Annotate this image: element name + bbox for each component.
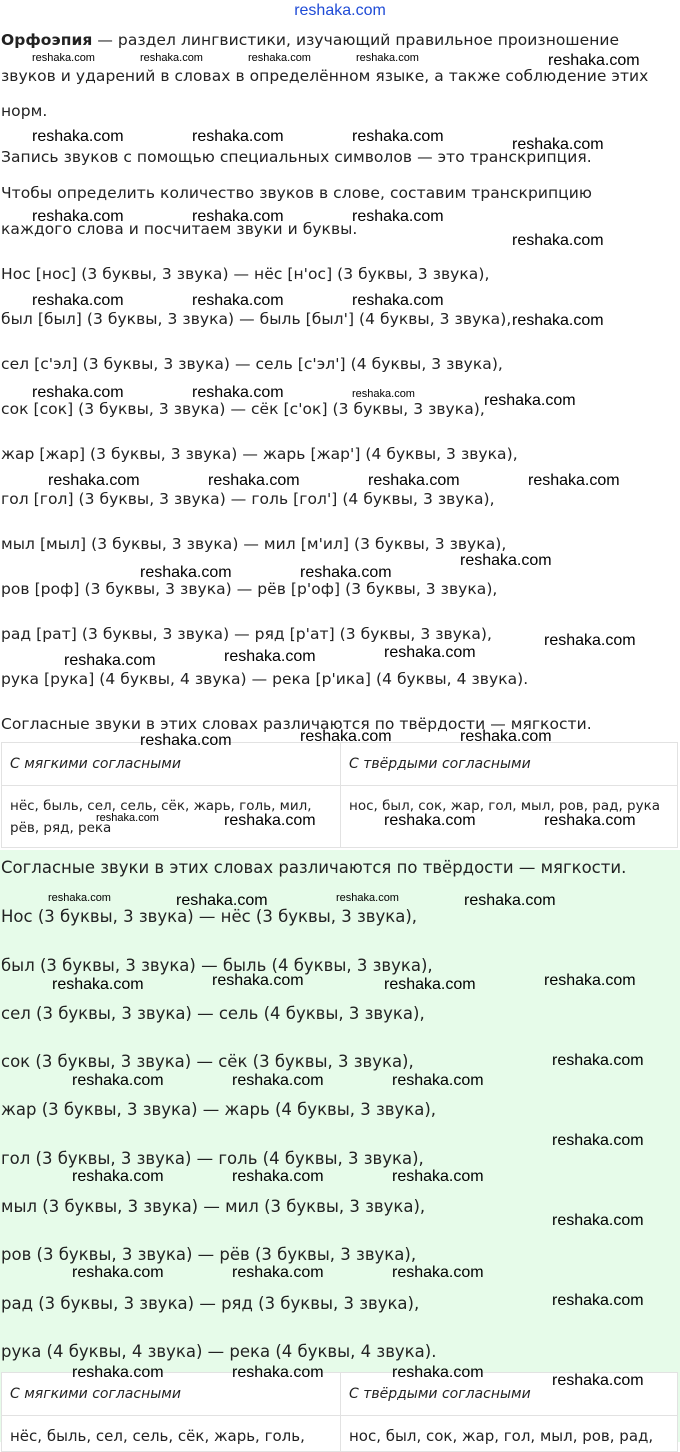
watermark: reshaka.com: [32, 208, 124, 225]
watermark: reshaka.com: [192, 208, 284, 225]
transcription-line: жар [жар] (3 буквы, 3 звука) — жарь [жар'] (4 буквы, 3 звука),: [1, 445, 518, 463]
transcription-line: был [был] (3 буквы, 3 звука) — быль [был'] (4 буквы, 3 звука),: [1, 310, 512, 328]
watermark: reshaka.com: [548, 52, 640, 69]
watermark: reshaka.com: [352, 388, 415, 400]
transcription-line: Нос [нос] (3 буквы, 3 звука) — нёс [н'ос] (3 буквы, 3 звука),: [1, 265, 490, 283]
watermark: reshaka.com: [48, 472, 140, 489]
watermark: reshaka.com: [32, 128, 124, 145]
header-soft: С мягкими согласными: [10, 756, 181, 772]
watermark: reshaka.com: [512, 232, 604, 249]
intro-definition: — раздел лингвистики, изучающий правильное произношение: [92, 31, 620, 49]
answer-line: рука (4 буквы, 4 звука) — река (4 буквы, 4 звука).: [1, 1342, 437, 1361]
watermark: reshaka.com: [232, 1264, 324, 1281]
watermark: reshaka.com: [140, 564, 232, 581]
watermark: reshaka.com: [72, 1072, 164, 1089]
answer-line: был (3 буквы, 3 звука) — быль (4 буквы, 3 звука),: [1, 956, 433, 975]
watermark: reshaka.com: [224, 812, 316, 829]
watermark: reshaka.com: [232, 1072, 324, 1089]
watermark: reshaka.com: [224, 648, 316, 665]
transcription-line: рад [рат] (3 буквы, 3 звука) — ряд [р'ат] (3 буквы, 3 звука),: [1, 625, 492, 643]
watermark: reshaka.com: [552, 1292, 644, 1309]
watermark: reshaka.com: [140, 52, 203, 64]
watermark: reshaka.com: [192, 384, 284, 401]
watermark: reshaka.com: [140, 732, 232, 749]
watermark: reshaka.com: [176, 892, 268, 909]
answer-cell-soft-line-1: нёс, быль, сел, сель, сёк, жарь, голь,: [10, 1427, 305, 1445]
watermark: reshaka.com: [248, 52, 311, 64]
answer-cell-soft: [2, 1415, 340, 1447]
intro-line-2: звуков и ударений в словах в определённом языке, а также соблюдение этих: [1, 67, 649, 85]
answer-cell-hard: [341, 1415, 678, 1447]
watermark: reshaka.com: [352, 208, 444, 225]
watermark: reshaka.com: [384, 812, 476, 829]
answer-line: сок (3 буквы, 3 звука) — сёк (3 буквы, 3 звука),: [1, 1052, 414, 1071]
answer-line: Нос (3 буквы, 3 звука) — нёс (3 буквы, 3 звука),: [1, 907, 418, 926]
watermark: reshaka.com: [232, 1168, 324, 1185]
answer-line: сел (3 буквы, 3 звука) — сель (4 буквы, 3 звука),: [1, 1004, 425, 1023]
consonants-table: [1, 742, 678, 848]
watermark: reshaka.com: [512, 312, 604, 329]
site-link[interactable]: reshaka.com: [294, 2, 386, 19]
site-header[interactable]: [0, 0, 680, 26]
count-paragraph-line-1: Чтобы определить количество звуков в слове, составим транскрипцию: [1, 184, 592, 202]
transcription-paragraph: Запись звуков с помощью специальных символов — это транскрипция.: [1, 148, 592, 166]
watermark: reshaka.com: [384, 644, 476, 661]
watermark: reshaka.com: [464, 892, 556, 909]
consonants-note: Согласные звуки в этих словах различаются по твёрдости — мягкости.: [1, 715, 592, 733]
answer-line: мыл (3 буквы, 3 звука) — мил (3 буквы, 3 звука),: [1, 1197, 426, 1216]
watermark: reshaka.com: [512, 136, 604, 153]
watermark: reshaka.com: [528, 472, 620, 489]
watermark: reshaka.com: [352, 128, 444, 145]
watermark: reshaka.com: [352, 292, 444, 309]
intro-line-3: норм.: [1, 102, 48, 120]
watermark: reshaka.com: [552, 1052, 644, 1069]
watermark: reshaka.com: [552, 1132, 644, 1149]
watermark: reshaka.com: [544, 632, 636, 649]
watermark: reshaka.com: [52, 976, 144, 993]
transcription-line: сел [с'эл] (3 буквы, 3 звука) — сель [с'эл'] (4 буквы, 3 звука),: [1, 355, 503, 373]
transcription-line: мыл [мыл] (3 буквы, 3 звука) — мил [м'ил] (3 буквы, 3 звука),: [1, 535, 507, 553]
transcription-line: сок [сок] (3 буквы, 3 звука) — сёк [с'ок] (3 буквы, 3 звука),: [1, 400, 485, 418]
watermark: reshaka.com: [72, 1264, 164, 1281]
watermark: reshaka.com: [48, 892, 111, 904]
watermark: reshaka.com: [64, 652, 156, 669]
watermark: reshaka.com: [484, 392, 576, 409]
cell-soft-line-2: рёв, ряд, река: [10, 820, 112, 836]
cell-hard-line-1: нос, был, сок, жар, гол, мыл, ров, рад, рука: [349, 798, 661, 814]
watermark: reshaka.com: [544, 812, 636, 829]
watermark: reshaka.com: [544, 972, 636, 989]
watermark: reshaka.com: [32, 292, 124, 309]
watermark: reshaka.com: [384, 976, 476, 993]
answer-header-hard: С твёрдыми согласными: [349, 1386, 531, 1402]
answer-line: рад (3 буквы, 3 звука) — ряд (3 буквы, 3 звука),: [1, 1294, 420, 1313]
watermark: reshaka.com: [96, 812, 159, 824]
watermark: reshaka.com: [32, 384, 124, 401]
watermark: reshaka.com: [192, 128, 284, 145]
header-hard: С твёрдыми согласными: [349, 756, 531, 772]
answer-line: гол (3 буквы, 3 звука) — голь (4 буквы, 3 звука),: [1, 1149, 424, 1168]
term-orthoepy: Орфоэпия: [1, 31, 93, 49]
transcription-line: ров [роф] (3 буквы, 3 звука) — рёв [р'оф] (3 буквы, 3 звука),: [1, 580, 498, 598]
watermark: reshaka.com: [232, 1364, 324, 1381]
answer-cell-hard-line-1: нос, был, сок, жар, гол, мыл, ров, рад,: [349, 1427, 654, 1445]
cell-soft-line-1: нёс, быль, сел, сель, сёк, жарь, голь, мил,: [10, 798, 312, 814]
watermark: reshaka.com: [300, 728, 392, 745]
watermark: reshaka.com: [552, 1372, 644, 1389]
watermark: reshaka.com: [356, 52, 419, 64]
watermark: reshaka.com: [336, 892, 399, 904]
answer-consonants-note: Согласные звуки в этих словах различаются по твёрдости — мягкости.: [1, 858, 627, 877]
intro-line-1: [1, 31, 619, 49]
watermark: reshaka.com: [300, 564, 392, 581]
watermark: reshaka.com: [392, 1364, 484, 1381]
watermark: reshaka.com: [72, 1364, 164, 1381]
answer-line: ров (3 буквы, 3 звука) — рёв (3 буквы, 3 звука),: [1, 1245, 417, 1264]
transcription-line: рука [рука] (4 буквы, 4 звука) — река [р'ика] (4 буквы, 4 звука).: [1, 670, 529, 688]
answer-line: жар (3 буквы, 3 звука) — жарь (4 буквы, 3 звука),: [1, 1100, 437, 1119]
transcription-line: гол [гол] (3 буквы, 3 звука) — голь [гол'] (4 буквы, 3 звука),: [1, 490, 495, 508]
answer-header-soft: С мягкими согласными: [10, 1386, 181, 1402]
watermark: reshaka.com: [208, 472, 300, 489]
watermark: reshaka.com: [392, 1168, 484, 1185]
watermark: reshaka.com: [212, 972, 304, 989]
count-paragraph-line-2: каждого слова и посчитаем звуки и буквы.: [1, 220, 358, 238]
watermark: reshaka.com: [460, 728, 552, 745]
watermark: reshaka.com: [32, 52, 95, 64]
watermark: reshaka.com: [552, 1212, 644, 1229]
watermark: reshaka.com: [72, 1168, 164, 1185]
watermark: reshaka.com: [392, 1264, 484, 1281]
watermark: reshaka.com: [192, 292, 284, 309]
watermark: reshaka.com: [460, 552, 552, 569]
watermark: reshaka.com: [368, 472, 460, 489]
watermark: reshaka.com: [392, 1072, 484, 1089]
